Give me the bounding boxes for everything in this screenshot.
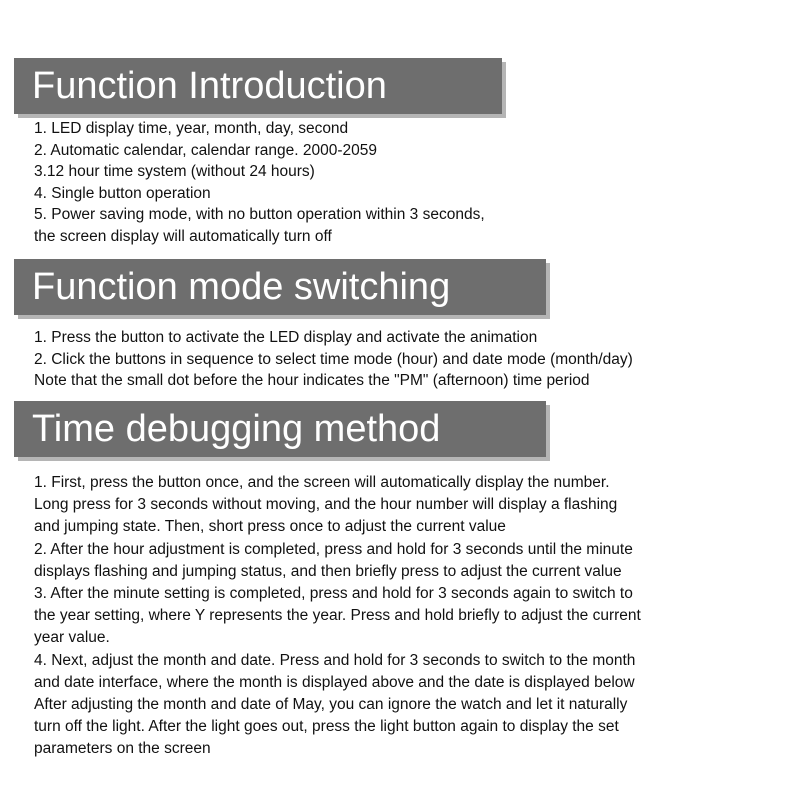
text-line: displays flashing and jumping status, and then briefly press to adjust the current value [34, 562, 622, 580]
text-line: 4. Next, adjust the month and date. Press and hold for 3 seconds to switch to the month [34, 651, 636, 669]
function-introduction-list [34, 118, 784, 248]
text-line: the year setting, where Y represents the year. Press and hold briefly to adjust the current [34, 607, 641, 625]
text-line: 3. After the minute setting is completed, press and hold for 3 seconds again to switch to [34, 585, 633, 603]
text-line: 1. First, press the button once, and the screen will automatically display the number. [34, 474, 610, 491]
text-line: 5. Power saving mode, with no button operation within 3 seconds, [34, 206, 485, 224]
section-heading-function-mode-switching: Function mode switching [14, 259, 546, 315]
text-line: the screen display will automatically turn off [34, 227, 332, 245]
section-heading-function-introduction: Function Introduction [14, 58, 502, 114]
text-line: 2. After the hour adjustment is completed, press and hold for 3 seconds until the minute [34, 540, 633, 558]
text-line: Long press for 3 seconds without moving, and the hour number will display a flashing [34, 496, 618, 514]
text-line: and date interface, where the month is displayed above and the date is displayed below [34, 673, 635, 691]
text-line: 1. Press the button to activate the LED display and activate the animation [34, 329, 538, 346]
text-line: After adjusting the month and date of May, you can ignore the watch and let it naturally [34, 696, 628, 714]
function-mode-switching-list [34, 327, 784, 392]
text-line: and jumping state. Then, short press once to adjust the current value [34, 518, 506, 536]
text-line: year value. [34, 629, 110, 647]
text-line: 2. Automatic calendar, calendar range. 2000-2059 [34, 141, 377, 159]
text-line: 2. Click the buttons in sequence to select time mode (hour) and date mode (month/day) [34, 350, 633, 368]
time-debugging-method-list [34, 472, 784, 761]
text-line: turn off the light. After the light goes out, press the light button again to display the set [34, 718, 619, 736]
text-line: 3.12 hour time system (without 24 hours) [34, 163, 315, 181]
text-line: Note that the small dot before the hour indicates the "PM" (afternoon) time period [34, 372, 590, 389]
text-line: parameters on the screen [34, 740, 211, 758]
text-line: 4. Single button operation [34, 184, 211, 202]
text-line: 1. LED display time, year, month, day, second [34, 120, 349, 137]
section-heading-time-debugging-method: Time debugging method [14, 401, 546, 457]
